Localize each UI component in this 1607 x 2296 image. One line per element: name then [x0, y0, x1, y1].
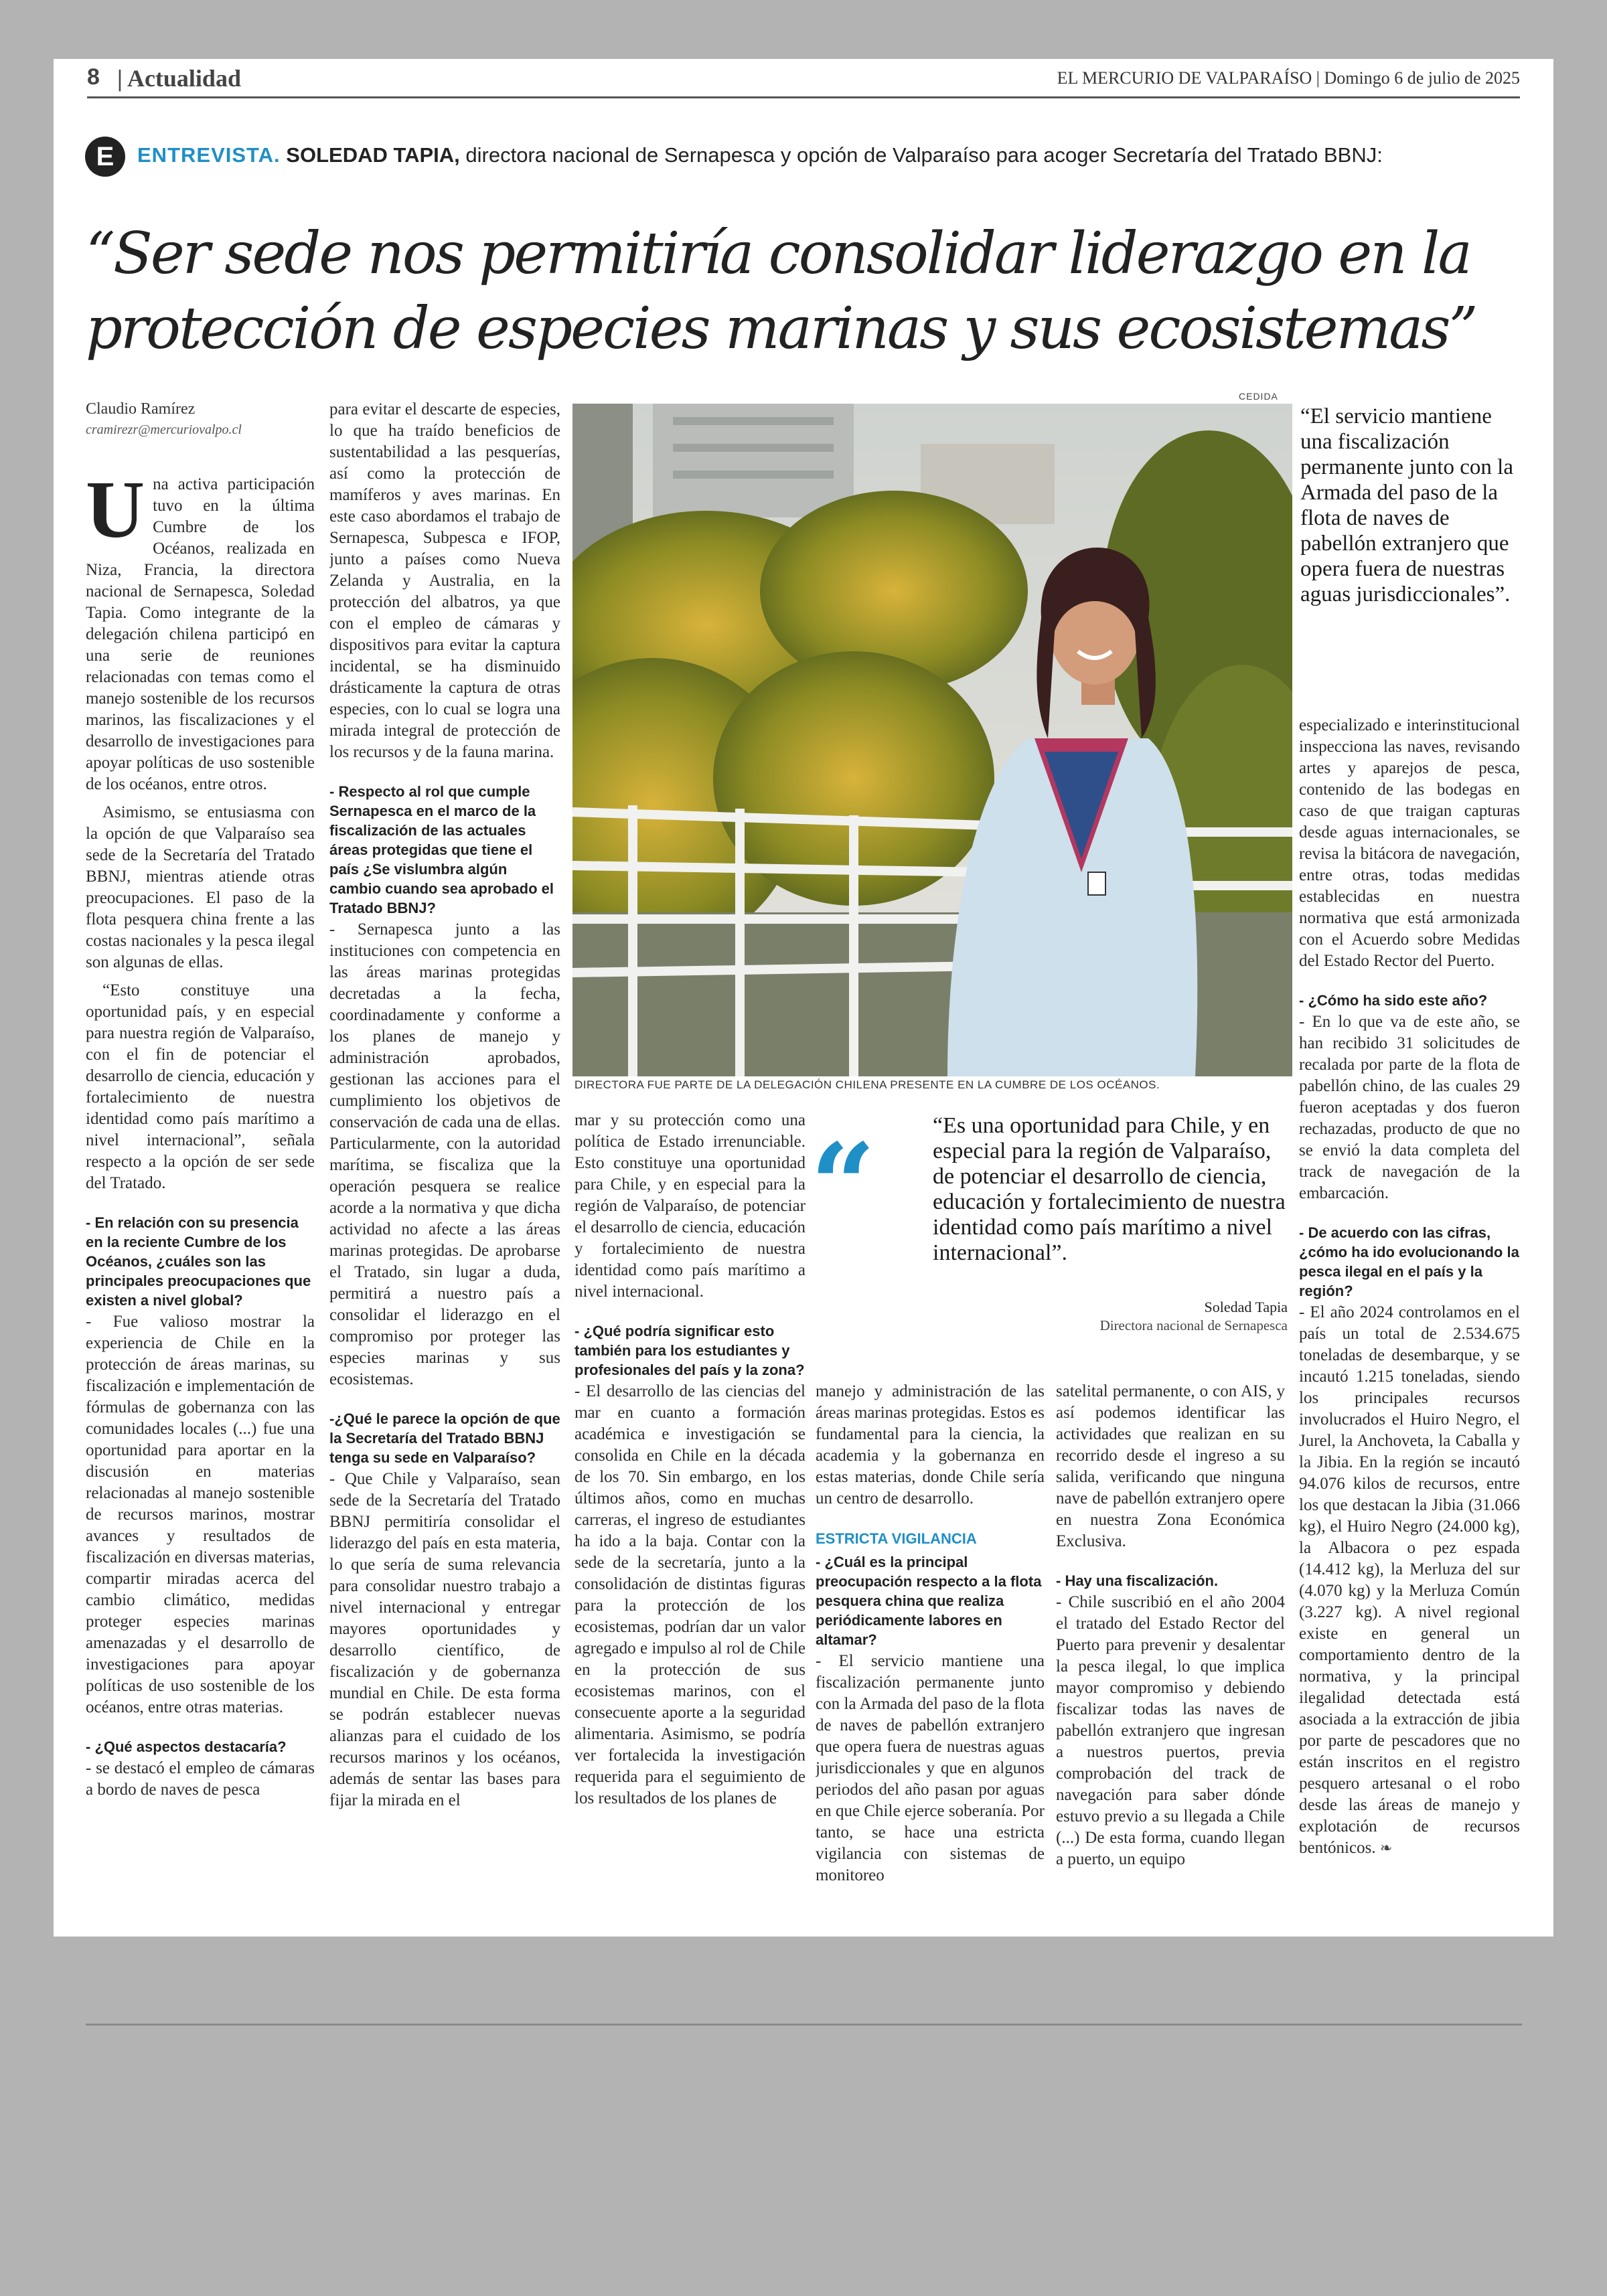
divider	[86, 2024, 1522, 2026]
section-name: | Actualidad	[117, 65, 241, 92]
paragraph: para evitar el descarte de especies, lo que ha traído beneficios de sustentabilidad a las pesquerías, así como la protección de mamíferos y aves marinas. En este caso abordamos el trabajo de Sernapesca, Subpesca e IFOP, junto a países como Nueva Zelanda y Australia, en la protección del albatros, ya que con el empleo de cámaras y dispositivos para evitar la captura incidental, se ha disminuido drásticamente la captura de otras especies, con lo cual se logra una mirada integral de protección de los recursos y de la fauna marina.	[329, 400, 560, 761]
interview-answer: - El desarrollo de las ciencias del mar en cuanto a formación académica e investigación se consolida en Chile en la década de los 70. Sin embargo, en los últimos años, como en muchas carreras, el ingreso de estudiantes ha ido a la baja. Contar con la sede de la secretaría, junto a la consolidación de distintas figuras para la protección de los ecosistemas, podrían dar un valor agregado e impulso al rol de Chile en la protección de sus ecosistemas marinos, con el consecuente aporte a la seguridad alimentaria. Asimismo, se podría ver fortalecida la investigación requerida para el seguimiento de los resultados de los planes de	[575, 1382, 806, 1807]
kicker	[85, 137, 1525, 190]
article-column-4	[816, 1381, 1045, 1916]
paragraph: satelital permanente, o con AIS, y así podemos identificar las actividades que realizan en su recorrido desde el ingreso a su salida, verificando que ninguna nave de pabellón extranjero opere en nuestra Zona Económica Exclusiva.	[1056, 1382, 1285, 1550]
portrait-photo-illustration	[572, 404, 1292, 1076]
page-number: 8	[87, 64, 100, 90]
article-column-2	[329, 399, 560, 1912]
headline-line-2: protección de especies marinas y sus ecosistemas”	[86, 295, 1476, 362]
interview-answer: - Chile suscribió en el año 2004 el tratado del Estado Rector del Puerto para prevenir y desalentar la pesca ilegal, lo que implica mayor compromiso y debiendo fiscalizar todas las naves de pabellón extranjero que ingresan a nuestros puertos, previa comprobación del track de navegación para saber dónde estuvo previo a su llegada a Chile (...) De esta forma, cuando llegan a puerto, un equipo	[1056, 1593, 1285, 1868]
answer-text: - El año 2024 controlamos en el país un total de 2.534.675 toneladas de desembarque, y se incautó 1.215 toneladas, siendo los principales recursos involucrados el Huiro Negro, el Jurel, la Anchoveta, la Caballa y la Jibia. En la región se incautó 94.076 kilos de recursos, entre los que destacan la Jibia (31.066 kg), el Huiro Negro (24.000 kg), la Albacora o pez espada (14.412 kg), la Merluza del sur (4.070 kg) y la Merluza Común (3.227 kg). A nivel regional existe en general un comportamiento dentro de la normativa, y la principal ilegalidad detectada está asociada a la extracción de jibia por parte de pescadores que no están inscritos en el registro pesquero artesanal o el robo desde las áreas de manejo y explotación de recursos bentónicos.	[1299, 1303, 1520, 1857]
pull-quote-author: Soledad Tapia	[1204, 1299, 1288, 1315]
interview-answer: - El servicio mantiene una fiscalización permanente junto con la Armada del paso de la flota de naves de pabellón extranjero que opera fuera de nuestras aguas jurisdiccionales y que en algunos periodos del año pasan por aguas en que Chile ejerce soberanía. Por tanto, se hace una estricta vigilancia con sistemas de monitoreo	[816, 1652, 1045, 1884]
interview-question: - ¿Cuál es la principal preocupación respecto a la flota pesquera china que realiza periódicamente labores en altamar?	[816, 1554, 1042, 1648]
interview-question: -¿Qué le parece la opción de que la Secretaría del Tratado BBNJ tenga su sede en Valparaíso?	[329, 1410, 560, 1466]
interview-question: - De acuerdo con las cifras, ¿cómo ha ido evolucionando la pesca ilegal en el país y la región?	[1299, 1224, 1519, 1299]
byline-email[interactable]: cramirezr@mercuriovalpo.cl	[86, 422, 242, 437]
subheading: ESTRICTA VIGILANCIA	[816, 1530, 977, 1547]
byline	[86, 400, 242, 438]
byline-author: Claudio Ramírez	[86, 400, 196, 418]
end-mark-icon: ❧	[1379, 1840, 1393, 1857]
article-column-3	[575, 1110, 806, 1913]
paragraph: mar y su protección como una política de Estado irrenunciable. Esto constituye una oportunidad para Chile, y en especial para la región de Valparaíso, de potenciar el desarrollo de ciencia, educación y fortalecimiento de nuestra identidad como país marítimo a nivel internacional.	[575, 1111, 806, 1301]
kicker-label: ENTREVISTA.	[137, 143, 281, 167]
interview-answer: - Que Chile y Valparaíso, sean sede de la Secretaría del Tratado BBNJ permitiría consolidar el liderazgo del país en esta materia, lo que sería de suma relevancia para consolidar nuestro trabajo a nivel internacional y entregar mayores oportunidades y desarrollo científico, de fiscalización y de gobernanza mundial en Chile. De esta forma se podrán establecer nuevas alianzas para el cuidado de los recursos marinos y los océanos, además de sentar las bases para fijar la mirada en el	[329, 1470, 560, 1809]
headline	[86, 216, 1539, 366]
lead-text: na activa participación tuvo en la última Cumbre de los Océanos, realizada en Niza, Francia, la directora nacional de Sernapesca, Soledad Tapia. Como integrante de la delegación chilena participó en una serie de reuniones relacionadas con temas como el manejo sostenible de los recursos marinos, las fiscalizaciones y el desarrollo de investigaciones para apoyar políticas de uso sostenible de los océanos, entre otros.	[86, 475, 315, 793]
interview-answer	[1299, 1302, 1520, 1860]
interview-answer: - se destacó el empleo de cámaras a bordo de naves de pesca	[86, 1759, 315, 1799]
kicker-text	[137, 143, 1383, 167]
paragraph: especializado e interinstitucional inspecciona las naves, revisando artes y aparejos de pesca, contenido de las bodegas en caso de que traigan capturas desde aguas internacionales, se revisa la bitácora de navegación, entre otras, todas medidas establecidas en nuestra normativa que está armonizada con el Acuerdo sobre Medidas del Estado Rector del Puerto.	[1299, 716, 1520, 970]
lead-paragraph	[86, 474, 315, 795]
interview-question: - ¿Qué aspectos destacaría?	[86, 1738, 287, 1755]
interview-question: - En relación con su presencia en la reciente Cumbre de los Océanos, ¿cuáles son las principales preocupaciones que existen a nivel global?	[86, 1214, 311, 1309]
article-column-1	[86, 474, 315, 1913]
quote-mark-icon: “	[810, 1119, 876, 1252]
publication-date: EL MERCURIO DE VALPARAÍSO | Domingo 6 de julio de 2025	[1057, 68, 1520, 88]
interview-question: - Respecto al rol que cumple Sernapesca en el marco de la fiscalización de las actuales áreas protegidas que tiene el país ¿Se vislumbra algún cambio cuando sea aprobado el Tratado BBNJ?	[329, 783, 554, 916]
kicker-name: SOLEDAD TAPIA,	[286, 143, 460, 167]
interview-question: - ¿Qué podría significar esto también para los estudiantes y profesionales del país y la zona?	[575, 1323, 805, 1378]
entrevista-badge-icon: E	[85, 137, 125, 177]
headline-line-1: “Ser sede nos permitiría consolidar liderazgo en la	[86, 220, 1470, 287]
pull-quote-text: “Es una oportunidad para Chile, y en especial para la región de Valparaíso, de potenciar el desarrollo de ciencia, educación y fortalecimiento de nuestra identidad como país marítimo a nivel internacional”.	[933, 1113, 1286, 1265]
sidebar-quote: “El servicio mantiene una fiscalización permanente junto con la Armada del paso de la flota de naves de pabellón extranjero que opera fuera de nuestras aguas jurisdiccionales”.	[1300, 404, 1513, 606]
article-column-6	[1299, 715, 1520, 1916]
portrait-photo	[572, 404, 1292, 1076]
paragraph: “Esto constituye una oportunidad país, y en especial para nuestra región de Valparaíso, con el fin de potenciar el desarrollo de ciencia, educación y fortalecimiento de nuestra identidad como país marítimo a nivel internacional”, señala respecto a la opción de ser sede del Tratado.	[86, 981, 315, 1192]
article-column-5	[1056, 1381, 1285, 1916]
kicker-description: directora nacional de Sernapesca y opción de Valparaíso para acoger Secretaría del Tratado BBNJ:	[459, 143, 1383, 167]
interview-answer: - Fue valioso mostrar la experiencia de Chile en la protección de áreas marinas, su fiscalización e implementación de fórmulas de gobernanza con las comunidades locales (...) fue una oportunidad para aportar en la discusión en materias relacionadas al manejo sostenible de recursos marinos, mostrar avances y resultados de fiscalización en diversas materias, compartir miradas acerca del cambio climático, medidas proteger especies marinas amenazadas y el desarrollo de investigaciones para apoyar políticas de uso sostenible de los océanos, entre otras materias.	[86, 1313, 315, 1716]
paragraph: manejo y administración de las áreas marinas protegidas. Estos es fundamental para la ciencia, la academia y la gobernanza en estas materias, donde Chile sería un centro de desarrollo.	[816, 1382, 1045, 1507]
interview-answer: - En lo que va de este año, se han recibido 31 solicitudes de recalada por parte de la flota de pabellón chino, de las cuales 29 fueron aceptadas y dos fueron rechazadas, producto de que no se envió la data completa del track de navegación de la embarcación.	[1299, 1013, 1520, 1202]
paragraph: Asimismo, se entusiasma con la opción de que Valparaíso sea sede de la Secretaría del Tratado BBNJ, mientras atiende otras preocupaciones. El paso de la flota pesquera china frente a las costas nacionales y la pesca ilegal son algunas de ellas.	[86, 803, 315, 971]
newspaper-page	[54, 59, 1553, 1937]
running-header	[87, 63, 1520, 98]
photo-caption: DIRECTORA FUE PARTE DE LA DELEGACIÓN CHILENA PRESENTE EN LA CUMBRE DE LOS OCÉANOS.	[575, 1078, 1160, 1091]
drop-cap: U	[86, 474, 145, 555]
interview-question: - Hay una fiscalización.	[1056, 1572, 1219, 1589]
interview-question: - ¿Cómo ha sido este año?	[1299, 992, 1488, 1009]
photo-credit: CEDIDA	[1239, 391, 1278, 402]
pull-quote-role: Directora nacional de Sernapesca	[1099, 1317, 1288, 1333]
interview-answer: - Sernapesca junto a las instituciones con competencia en las áreas marinas protegidas decretadas a la fecha, coordinadamente y conforme a los planes de manejo y administración aprobados, gestionan las acciones para el cumplimiento los objetivos de conservación de cada una de ellas. Particularmente, con la autoridad marítima, se fiscaliza que la operación pesquera se realice acorde a la normativa y que dicha actividad no afecte a las áreas marinas protegidas. De aprobarse el Tratado, sin lugar a duda, permitirá a nuestro país a consolidar el liderazgo en el compromiso por proteger las especies marinas y sus ecosistemas.	[329, 920, 560, 1388]
